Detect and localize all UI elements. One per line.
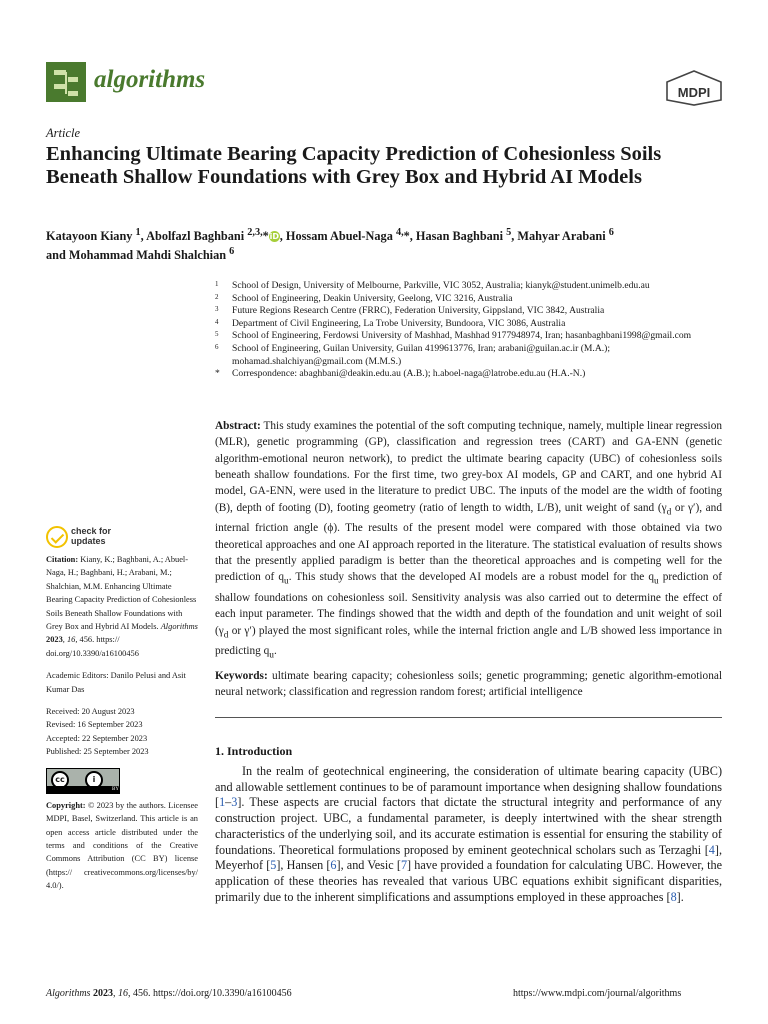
affiliation-item: 6 School of Engineering, Guilan University, Guilan 4199613776, Iran; arabani@guilan.ac.ir (M.A.); mohamad.shalchiyan@gmail.com (M.M.S.) [215, 342, 611, 367]
section-heading: 1. Introduction [215, 744, 293, 758]
affiliation-item: 2 School of Engineering, Deakin University, Geelong, VIC 3216, Australia [215, 292, 513, 304]
cc-by-license-icon[interactable] [46, 768, 120, 794]
journal-name[interactable]: algorithms [94, 66, 206, 93]
journal-logo-icon [46, 62, 86, 102]
publisher-name: MDPI [677, 85, 711, 100]
date-revised: Revised: 16 September 2023 [46, 720, 143, 730]
keywords [215, 668, 722, 701]
keywords-label: Keywords: [215, 670, 268, 682]
academic-editors: Academic Editors: Danilo Pelusi and Asit Kumar Das [46, 671, 186, 694]
date-published: Published: 25 September 2023 [46, 747, 149, 757]
date-received: Received: 20 August 2023 [46, 707, 135, 717]
cc-strip-label: BY [47, 786, 119, 793]
copyright: Copyright: © 2023 by the authors. Licensee MDPI, Basel, Switzerland. This article is an open access article distributed under the terms and conditions of the Creative Commons Attribution (CC BY) license (https:// creativecommons.org/licenses/by/ 4.0/). [46, 800, 198, 891]
section-divider [215, 717, 722, 718]
article-type: Article [46, 126, 81, 140]
correspondence: * Correspondence: abaghbani@deakin.edu.au (A.B.); h.aboel-naga@latrobe.edu.au (H.A.-N.) [215, 368, 586, 380]
sidebar [46, 553, 198, 893]
abstract-label: Abstract: [215, 420, 261, 432]
paper-title: Enhancing Ultimate Bearing Capacity Prediction of Cohesionless Soils Beneath Shallow Foundations with Grey Box and Hybrid AI Models [46, 143, 662, 188]
person-icon: i [85, 771, 103, 789]
author-list: Katayoon Kiany $^1$, Abolfazl Baghbani $^{2,3,}$*iD, Hossam Abuel-Naga $^{4,}$*, Hasan Baghbani $^5$, Mahyar Arabani $^6$ and Mohammad Mahdi Shalchian $^6$ [46, 227, 614, 263]
affiliation-item: 5 School of Engineering, Ferdowsi University of Mashhad, Mashhad 9177948974, Iran; hasanbaghbani1998@gmail.com [215, 330, 692, 342]
affiliations [215, 280, 727, 381]
abstract-text: This study examines the potential of the soft computing technique, namely, multiple linear regression (MLR), genetic programming (GP), classification and regression trees (CART) and GA-ENN (genetic algorithm-emotional neuron network), to predict the ultimate bearing capacity (UBC) of cohesionless soils beneath shallow foundations. For the first time, two grey-box AI models, GP and CART, and one hybrid AI model, GA-ENN, were used in the literature to predict UBC. The inputs of the model are the width of footing (B), depth of footing (D), footing geometry (ratio of length to width, L/B), unit weight of sand ($\gamma_d$ or γ′), and internal friction angle (ϕ). The results of the present model were compared with those obtained via two theoretical approaches and one AI approach reported in the literature. The statistical evaluation of results shows that the presently applied paradigm is better than the theoretical approaches and is competing well for the prediction of $q_u$. This study shows that the developed AI models are a robust model for the $q_u$ prediction of shallow foundations on cohesionless soil. Sensitivity analysis was also carried out to determine the effect of each input parameter. The findings showed that the width and depth of the foundation and unit weight of soil ($\gamma_d$ or γ′) played the most significant roles, while the internal friction angle and L/B showed less importance in predicting $q_u$. [215, 420, 723, 661]
keywords-text: ultimate bearing capacity; cohesionless soils; genetic programming; genetic algorithm-emotional neural network; classification and regression random forest; artificial intelligence [215, 670, 722, 699]
check-for-updates-icon [46, 526, 68, 548]
introduction-paragraph: In the realm of geotechnical engineering, the consideration of ultimate bearing capacity (UBC) and allowable settlement continues to be of paramount importance when designing shallow foundations [1–3]. These aspects are crucial factors that dictate the structural integrity and performance of any construction project. UBC, a fundamental parameter, is deeply intertwined with the shear strength characteristics of the underlying soil, and its accurate estimation is essential for ensuring the stability of foundations. Theoretical formulations proposed by eminent geotechnical scholars such as Terzaghi [4], Meyerhof [5], Hansen [6], and Vesic [7] have provided a foundation for calculating UBC. However, the application of these theories has revealed that various UBC equations exhibit significant disparities, primarily due to the inherent simplifications and assumptions employed in these approaches [8]. [215, 764, 723, 904]
affiliation-item: 4 Department of Civil Engineering, La Trobe University, Bundoora, VIC 3086, Australia [215, 317, 566, 329]
orcid-icon[interactable]: iD [269, 232, 279, 242]
footer-citation: Algorithms 2023, 16, 456. https://doi.org/10.3390/a16100456 [46, 988, 292, 999]
check-for-updates-label: check for updates [71, 526, 112, 546]
abstract [215, 418, 722, 664]
mdpi-logo-icon[interactable] [665, 70, 723, 106]
affiliation-item: 3 Future Regions Research Centre (FRRC), Federation University, Gippsland, VIC 3842, Australia [215, 305, 605, 317]
cc-icon: cc [51, 771, 69, 789]
footer-journal-link[interactable]: https://www.mdpi.com/journal/algorithms [513, 988, 682, 999]
affiliation-item: 1 School of Design, University of Melbourne, Parkville, VIC 3052, Australia; kianyk@student.unimelb.edu.au [215, 280, 650, 291]
citation: Citation: Kiany, K.; Baghbani, A.; Abuel-Naga, H.; Baghbani, H.; Arabani, M.; Shalchian, M.M. Enhancing Ultimate Bearing Capacity Prediction of Cohesionless Soils Beneath Shallow Foundations with Grey Box and Hybrid AI Models. Algorithms 2023, 16, 456. https:// doi.org/10.3390/a16100456 [46, 555, 198, 658]
date-accepted: Accepted: 22 September 2023 [46, 733, 148, 743]
